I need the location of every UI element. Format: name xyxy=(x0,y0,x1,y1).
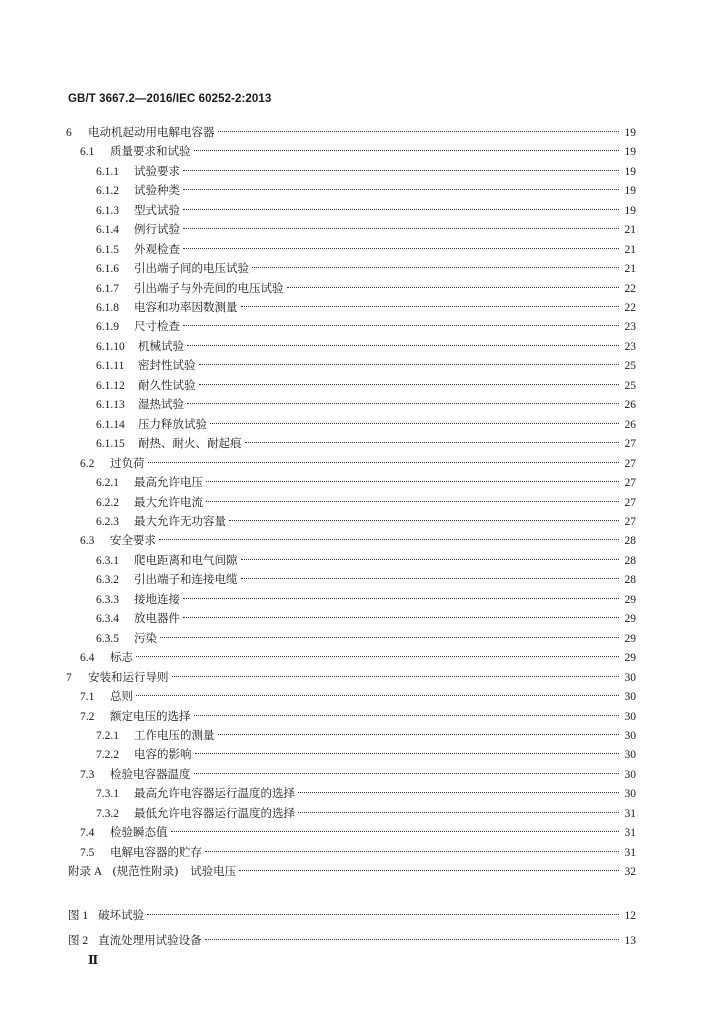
toc-entry-page: 19 xyxy=(624,166,636,178)
toc-leader-dots xyxy=(187,403,619,404)
toc-entry-number: 6.1.8 xyxy=(96,302,119,314)
toc-entry-number: 6.1.6 xyxy=(96,263,119,275)
page-number-roman: Ⅱ xyxy=(88,953,99,967)
toc-entry-title: 最高允许电容器运行温度的选择 xyxy=(134,786,295,800)
toc-entry-page: 31 xyxy=(624,827,636,839)
toc-entry-title: 过负荷 xyxy=(110,456,145,470)
toc-entry-number: 6.3.5 xyxy=(96,633,119,645)
toc-entry-page: 28 xyxy=(624,535,636,547)
toc-entry-page: 26 xyxy=(624,399,636,411)
toc-entry-page: 12 xyxy=(624,910,636,922)
toc-entry-number: 6.1.10 xyxy=(96,341,125,353)
toc-entry-title: 耐久性试验 xyxy=(138,378,196,392)
toc-leader-dots xyxy=(183,170,619,171)
toc-entry[interactable] xyxy=(68,861,636,881)
toc-entry-page: 19 xyxy=(624,205,636,217)
toc-entry-title: 标志 xyxy=(110,650,133,664)
toc-entry-page: 23 xyxy=(624,341,636,353)
toc-entry[interactable] xyxy=(96,278,636,298)
toc-entry-title: 耐热、耐火、耐起痕 xyxy=(138,436,242,450)
toc-leader-dots xyxy=(241,559,620,560)
toc-entry-page: 32 xyxy=(624,866,636,878)
toc-entry-title: 总则 xyxy=(110,689,133,703)
toc-entry-title: 引出端子与外壳间的电压试验 xyxy=(134,281,284,295)
toc-entry-number: 6.3.4 xyxy=(96,613,119,625)
toc-leader-dots xyxy=(147,914,619,915)
toc-entry-page: 30 xyxy=(624,788,636,800)
toc-entry-page: 25 xyxy=(624,360,636,372)
toc-entry-number: 6.3.3 xyxy=(96,594,119,606)
toc-entry-title: 接地连接 xyxy=(134,592,180,606)
toc-entry[interactable] xyxy=(96,161,636,181)
toc-entry-page: 19 xyxy=(624,146,636,158)
toc-entry-number: 6.3.1 xyxy=(96,555,119,567)
toc-entry[interactable] xyxy=(80,453,636,473)
toc-entry-number: 6.2.1 xyxy=(96,477,119,489)
toc-leader-dots xyxy=(245,442,620,443)
toc-leader-dots xyxy=(205,939,619,940)
toc-entry-number: 6.2.3 xyxy=(96,516,119,528)
toc-entry[interactable] xyxy=(96,492,636,512)
toc-entry-page: 27 xyxy=(624,516,636,528)
toc-entry-page: 27 xyxy=(624,477,636,489)
toc-entry[interactable] xyxy=(80,822,636,842)
toc-entry[interactable] xyxy=(96,375,636,395)
toc-leader-dots xyxy=(194,773,620,774)
toc-entry[interactable] xyxy=(96,744,636,764)
toc-entry-page: 31 xyxy=(624,847,636,859)
toc-entry-number: 6.1.15 xyxy=(96,438,125,450)
toc-entry-page: 30 xyxy=(624,749,636,761)
toc-leader-dots xyxy=(136,695,619,696)
toc-leader-dots xyxy=(218,734,620,735)
toc-entry[interactable] xyxy=(80,764,636,784)
toc-entry-title: 电解电容器的贮存 xyxy=(110,845,202,859)
toc-entry-page: 28 xyxy=(624,574,636,586)
toc-entry[interactable] xyxy=(96,550,636,570)
toc-entry-number: 6.1.9 xyxy=(96,321,119,333)
toc-entry-title: 检验瞬态值 xyxy=(110,825,168,839)
toc-entry-number: 6.1.3 xyxy=(96,205,119,217)
toc-leader-dots xyxy=(241,578,620,579)
toc-entry-number: 6.1.7 xyxy=(96,283,119,295)
toc-leader-dots xyxy=(218,131,620,132)
toc-entry-page: 30 xyxy=(624,711,636,723)
toc-leader-dots xyxy=(199,364,620,365)
toc-leader-dots xyxy=(206,501,619,502)
toc-entry-title: 电容的影响 xyxy=(134,747,192,761)
toc-leader-dots xyxy=(206,481,619,482)
toc-leader-dots xyxy=(298,812,619,813)
toc-entry[interactable] xyxy=(96,200,636,220)
toc-entry-title: 外观检查 xyxy=(134,242,180,256)
toc-entry[interactable] xyxy=(80,530,636,550)
toc-entry-title: 试验要求 xyxy=(134,164,180,178)
toc-entry-title: 工作电压的测量 xyxy=(134,728,215,742)
toc-entry-number: 7 xyxy=(66,672,72,684)
toc-entry-number: 6.2 xyxy=(80,458,95,470)
toc-entry-title: 安全要求 xyxy=(110,533,156,547)
toc-entry[interactable] xyxy=(96,258,636,278)
toc-entry-number: 7.1 xyxy=(80,691,95,703)
toc-leader-dots xyxy=(171,831,620,832)
toc-leader-dots xyxy=(194,715,620,716)
toc-entry-page: 23 xyxy=(624,321,636,333)
toc-entry-number: 6.1.12 xyxy=(96,380,125,392)
toc-entry-title: 引出端子间的电压试验 xyxy=(134,261,249,275)
toc-leader-dots xyxy=(199,384,620,385)
toc-entry-title: 检验电容器温度 xyxy=(110,767,191,781)
toc-leader-dots xyxy=(210,423,619,424)
toc-entry-title: (规范性附录) 试验电压 xyxy=(112,864,237,878)
toc-entry[interactable] xyxy=(80,141,636,161)
toc-entry-number: 图 2 xyxy=(68,935,89,947)
toc-entry-number: 7.4 xyxy=(80,827,95,839)
toc-leader-dots xyxy=(183,617,619,618)
toc-entry-number: 6.1.5 xyxy=(96,244,119,256)
toc-entry-number: 7.2 xyxy=(80,711,95,723)
toc-entry-number: 7.3.1 xyxy=(96,788,119,800)
toc-entry-number: 7.5 xyxy=(80,847,95,859)
toc-entry-page: 22 xyxy=(624,302,636,314)
toc-entry-number: 6.1.11 xyxy=(96,360,125,372)
toc-entry-title: 电动机起动用电解电容器 xyxy=(88,125,215,139)
toc-entry[interactable] xyxy=(80,706,636,726)
toc-entry-title: 最高允许电压 xyxy=(134,475,203,489)
toc-entry-page: 21 xyxy=(624,263,636,275)
toc-leader-dots xyxy=(183,189,619,190)
toc-entry[interactable] xyxy=(96,511,636,531)
toc-leader-dots xyxy=(160,637,619,638)
toc-entry[interactable] xyxy=(96,355,636,375)
toc-entry-number: 6.1 xyxy=(80,146,95,158)
toc-entry[interactable] xyxy=(96,589,636,609)
toc-entry-number: 6 xyxy=(66,127,72,139)
toc-entry[interactable] xyxy=(96,472,636,492)
toc-entry-title: 额定电压的选择 xyxy=(110,709,191,723)
toc-entry[interactable] xyxy=(96,433,636,453)
toc-leader-dots xyxy=(239,870,619,871)
toc-entry-number: 6.1.14 xyxy=(96,419,125,431)
toc-entry-number: 6.1.1 xyxy=(96,166,119,178)
toc-entry-number: 6.1.13 xyxy=(96,399,125,411)
toc-entry-page: 29 xyxy=(624,633,636,645)
toc-entry-title: 爬电距离和电气间隙 xyxy=(134,553,238,567)
toc-entry[interactable] xyxy=(96,316,636,336)
toc-leader-dots xyxy=(183,248,619,249)
toc-entry-title: 引出端子和连接电缆 xyxy=(134,572,238,586)
toc-entry[interactable] xyxy=(96,608,636,628)
toc-leader-dots xyxy=(172,676,620,677)
toc-entry-number: 6.3 xyxy=(80,535,95,547)
toc-leader-dots xyxy=(187,345,619,346)
toc-entry[interactable] xyxy=(66,667,636,687)
toc-entry[interactable] xyxy=(96,725,636,745)
toc-leader-dots xyxy=(183,209,619,210)
toc-entry[interactable] xyxy=(80,647,636,667)
toc-leader-dots xyxy=(287,287,620,288)
toc-leader-dots xyxy=(252,267,619,268)
toc-entry-title: 压力释放试验 xyxy=(138,417,207,431)
toc-leader-dots xyxy=(205,851,619,852)
toc-entry-title: 放电器件 xyxy=(134,611,180,625)
toc-entry-page: 29 xyxy=(624,652,636,664)
toc-entry-page: 30 xyxy=(624,769,636,781)
toc-entry-number: 附录 A xyxy=(68,866,103,878)
toc-entry[interactable] xyxy=(96,569,636,589)
toc-leader-dots xyxy=(183,325,619,326)
toc-entry-number: 6.1.4 xyxy=(96,224,119,236)
toc-entry[interactable] xyxy=(68,930,636,950)
toc-entry-page: 22 xyxy=(624,283,636,295)
toc-entry-title: 试验种类 xyxy=(134,183,180,197)
toc-entry[interactable] xyxy=(96,297,636,317)
toc-entry[interactable] xyxy=(96,239,636,259)
toc-leader-dots xyxy=(159,539,619,540)
toc-entry-page: 19 xyxy=(624,185,636,197)
toc-entry-number: 图 1 xyxy=(68,910,89,922)
toc-entry[interactable] xyxy=(96,783,636,803)
toc-entry-number: 6.4 xyxy=(80,652,95,664)
toc-entry[interactable] xyxy=(96,803,636,823)
toc-leader-dots xyxy=(183,598,619,599)
toc-entry-number: 6.1.2 xyxy=(96,185,119,197)
toc-entry-title: 尺寸检查 xyxy=(134,319,180,333)
toc-entry-page: 27 xyxy=(624,497,636,509)
toc-entry-title: 直流处理用试验设备 xyxy=(98,933,202,947)
toc-entry[interactable] xyxy=(66,122,636,142)
toc-entry-number: 7.3 xyxy=(80,769,95,781)
toc-entry-page: 21 xyxy=(624,224,636,236)
toc-entry[interactable] xyxy=(96,394,636,414)
toc-entry-page: 26 xyxy=(624,419,636,431)
toc-leader-dots xyxy=(241,306,620,307)
toc-entry-number: 7.2.2 xyxy=(96,749,119,761)
toc-entry[interactable] xyxy=(68,905,636,925)
toc-entry-title: 质量要求和试验 xyxy=(110,144,191,158)
toc-leader-dots xyxy=(136,656,619,657)
toc-entry[interactable] xyxy=(96,180,636,200)
toc-entry-page: 31 xyxy=(624,808,636,820)
toc-entry[interactable] xyxy=(80,686,636,706)
toc-leader-dots xyxy=(195,753,620,754)
toc-entry-page: 21 xyxy=(624,244,636,256)
toc-leader-dots xyxy=(298,792,619,793)
toc-entry-page: 29 xyxy=(624,594,636,606)
toc-leader-dots xyxy=(229,520,619,521)
toc-entry-title: 电容和功率因数测量 xyxy=(134,300,238,314)
toc-entry-title: 机械试验 xyxy=(138,339,184,353)
toc-entry-title: 破坏试验 xyxy=(98,908,145,922)
toc-entry-title: 湿热试验 xyxy=(138,397,184,411)
toc-entry-page: 27 xyxy=(624,458,636,470)
toc-entry-page: 28 xyxy=(624,555,636,567)
toc-leader-dots xyxy=(194,150,620,151)
toc-entry[interactable] xyxy=(96,219,636,239)
toc-entry-page: 30 xyxy=(624,672,636,684)
toc-entry-page: 30 xyxy=(624,691,636,703)
toc-entry-page: 30 xyxy=(624,730,636,742)
toc-entry-title: 密封性试验 xyxy=(138,358,196,372)
toc-entry-number: 7.3.2 xyxy=(96,808,119,820)
toc-entry-number: 7.2.1 xyxy=(96,730,119,742)
toc-entry[interactable] xyxy=(96,628,636,648)
toc-entry-page: 25 xyxy=(624,380,636,392)
toc-entry-title: 最低允许电容器运行温度的选择 xyxy=(134,806,295,820)
document-header: GB/T 3667.2—2016/IEC 60252-2:2013 xyxy=(68,93,272,105)
toc-entry-page: 19 xyxy=(624,127,636,139)
toc-entry-number: 6.2.2 xyxy=(96,497,119,509)
toc-entry-page: 27 xyxy=(624,438,636,450)
toc-entry-title: 最大允许无功容量 xyxy=(134,514,226,528)
toc-leader-dots xyxy=(183,228,619,229)
toc-entry-number: 6.3.2 xyxy=(96,574,119,586)
toc-entry[interactable] xyxy=(96,414,636,434)
toc-entry-page: 13 xyxy=(624,935,636,947)
toc-entry-title: 污染 xyxy=(134,631,157,645)
toc-leader-dots xyxy=(148,462,620,463)
toc-entry-page: 29 xyxy=(624,613,636,625)
toc-entry-title: 例行试验 xyxy=(134,222,180,236)
toc-entry-title: 安装和运行导则 xyxy=(88,670,169,684)
toc-entry-title: 型式试验 xyxy=(134,203,180,217)
toc-entry[interactable] xyxy=(96,336,636,356)
toc-entry-title: 最大允许电流 xyxy=(134,495,203,509)
toc-entry[interactable] xyxy=(80,842,636,862)
